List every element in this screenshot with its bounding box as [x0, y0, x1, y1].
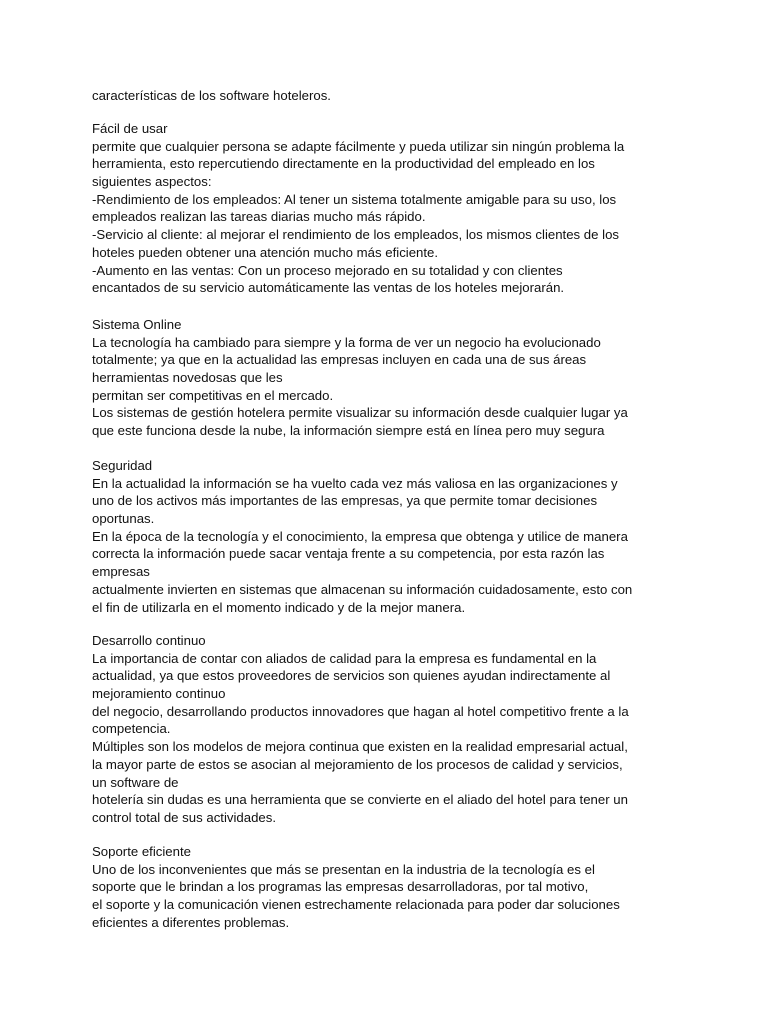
section-heading: Sistema Online [92, 317, 182, 332]
text-line: que este funciona desde la nube, la información siempre está en línea pero muy segura [92, 423, 605, 439]
intro-line: características de los software hoteleros. [92, 88, 331, 103]
text-line: oportunas. [92, 511, 155, 527]
text-line: En la época de la tecnología y el conocimiento, la empresa que obtenga y utilice de manera [92, 528, 628, 544]
section-seguridad [92, 457, 632, 616]
text-line: eficientes a diferentes problemas. [92, 914, 290, 930]
text-line: control total de sus actividades. [92, 809, 276, 825]
text-line: -Servicio al cliente: al mejorar el rendimiento de los empleados, los mismos clientes de los [92, 227, 619, 243]
text-line: siguientes aspectos: [92, 174, 212, 190]
text-line: empleados realizan las tareas diarias mucho más rápido. [92, 209, 426, 225]
text-line: correcta la información puede sacar ventaja frente a su competencia, por esta razón las [92, 546, 605, 562]
text-line: -Aumento en las ventas: Con un proceso mejorado en su totalidad y con clientes [92, 262, 563, 278]
text-line: Múltiples son los modelos de mejora continua que existen en la realidad empresarial actual, [92, 739, 628, 755]
text-line: permite que cualquier persona se adapte fácilmente y pueda utilizar sin ningún problema la [92, 138, 625, 154]
section-heading: Desarrollo continuo [92, 633, 206, 648]
text-line: del negocio, desarrollando productos innovadores que hagan al hotel competitivo frente a la [92, 703, 629, 719]
text-line: herramientas novedosas que les [92, 370, 283, 386]
text-line: el fin de utilizarla en el momento indicado y de la mejor manera. [92, 599, 466, 615]
text-line: empresas [92, 564, 150, 580]
text-line: Uno de los inconvenientes que más se presentan en la industria de la tecnología es el [92, 861, 595, 877]
text-line: la mayor parte de estos se asocian al mejoramiento de los procesos de calidad y servicios, [92, 756, 623, 772]
text-line: hoteles pueden obtener una atención mucho más eficiente. [92, 244, 439, 260]
text-line: encantados de su servicio automáticamente las ventas de los hoteles mejorarán. [92, 280, 565, 296]
text-line: uno de los activos más importantes de las empresas, ya que permite tomar decisiones [92, 493, 598, 509]
text-line: actualmente invierten en sistemas que almacenan su información cuidadosamente, esto con [92, 581, 633, 597]
section-sistema-online [92, 316, 628, 440]
text-line: permitan ser competitivas en el mercado. [92, 387, 334, 403]
text-line: totalmente; ya que en la actualidad las empresas incluyen en cada una de sus áreas [92, 352, 587, 368]
text-line: soporte que le brindan a los programas las empresas desarrolladoras, por tal motivo, [92, 879, 589, 895]
section-heading: Soporte eficiente [92, 844, 191, 859]
text-line: el soporte y la comunicación vienen estrechamente relacionada para poder dar soluciones [92, 897, 620, 913]
section-desarrollo-continuo [92, 632, 629, 827]
text-line: herramienta, esto repercutiendo directamente en la productividad del empleado en los [92, 156, 595, 172]
text-line: La importancia de contar con aliados de calidad para la empresa es fundamental en la [92, 650, 597, 666]
text-line: actualidad, ya que estos proveedores de servicios son quienes ayudan indirectamente al [92, 668, 611, 684]
section-heading: Seguridad [92, 458, 153, 473]
text-line: La tecnología ha cambiado para siempre y la forma de ver un negocio ha evolucionado [92, 334, 601, 350]
text-line: hotelería sin dudas es una herramienta que se convierte en el aliado del hotel para tener un [92, 792, 628, 808]
text-line: En la actualidad la información se ha vuelto cada vez más valiosa en las organizaciones y [92, 475, 618, 491]
text-line: mejoramiento continuo [92, 686, 226, 702]
text-line: -Rendimiento de los empleados: Al tener un sistema totalmente amigable para su uso, los [92, 191, 617, 207]
text-line: Los sistemas de gestión hotelera permite visualizar su información desde cualquier lugar ya [92, 405, 628, 421]
section-heading: Fácil de usar [92, 121, 168, 136]
section-facil-de-usar [92, 120, 624, 297]
section-soporte-eficiente [92, 843, 620, 931]
intro-paragraph [92, 87, 331, 105]
text-line: un software de [92, 774, 179, 790]
text-line: competencia. [92, 721, 171, 737]
